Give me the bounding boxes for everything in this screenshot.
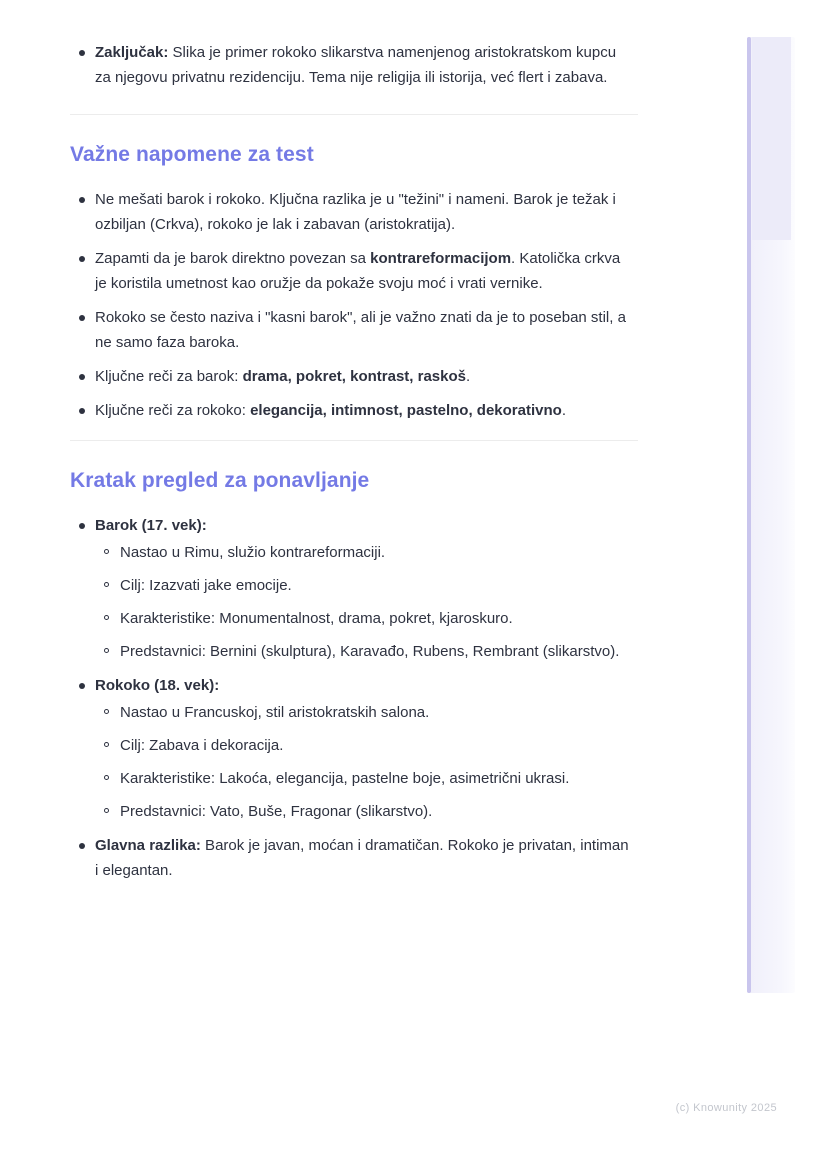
bullet-icon — [79, 408, 85, 414]
document-content — [70, 40, 638, 892]
bullet-icon — [79, 843, 85, 849]
list-item — [70, 187, 638, 237]
list-item — [70, 513, 638, 664]
sub-list-item — [95, 733, 632, 758]
bullet-icon — [79, 374, 85, 380]
summary-list — [70, 513, 638, 883]
section-divider — [70, 440, 638, 441]
intro-list — [70, 40, 638, 90]
bullet-icon — [79, 256, 85, 262]
section-heading-vazne-napomene: Važne napomene za test — [70, 143, 314, 166]
scroll-indicator-track[interactable] — [747, 37, 795, 993]
copyright-text: (c) Knowunity 2025 — [675, 1102, 777, 1114]
circle-bullet-icon — [104, 582, 109, 587]
list-item — [70, 398, 638, 423]
circle-bullet-icon — [104, 709, 109, 714]
sub-list-item — [95, 700, 632, 725]
text: Nastao u Rimu, služio kontrareformaciji. — [120, 544, 386, 561]
list-item — [70, 673, 638, 824]
text: Rokoko se često naziva i "kasni barok", ali je važno znati da je to poseban stil, a ne samo faza baroka. — [95, 309, 626, 351]
list-item — [70, 246, 638, 296]
text: Zapamti da je barok direktno povezan sa — [95, 250, 371, 267]
sub-list — [95, 700, 632, 824]
text: . Katolička crkva je koristila umetnost kao oružje da pokaže svoju moć i vrati vernike. — [95, 250, 621, 292]
bold-text: Glavna razlika: — [95, 837, 201, 854]
bold-text: kontrareformacijom — [370, 250, 512, 267]
text: Predstavnici: Vato, Buše, Fragonar (slikarstvo). — [120, 803, 433, 820]
text: . — [561, 402, 566, 419]
sub-list-item — [95, 540, 632, 565]
bold-text: Barok (17. vek): — [95, 517, 207, 534]
list-item — [70, 40, 638, 90]
bold-text: elegancija, intimnost, pastelno, dekorativno — [250, 402, 562, 419]
list-item — [70, 364, 638, 389]
sub-list-item — [95, 573, 632, 598]
bullet-icon — [79, 315, 85, 321]
scroll-indicator-rail[interactable] — [747, 37, 751, 993]
text: Barok je javan, moćan i dramatičan. Rokoko je privatan, intiman i elegantan. — [95, 837, 629, 879]
bold-text: drama, pokret, kontrast, raskoš — [242, 368, 466, 385]
text: . — [466, 368, 471, 385]
text: Predstavnici: Bernini (skulptura), Karavađo, Rubens, Rembrant (slikarstvo). — [120, 643, 620, 660]
sub-list-item — [95, 606, 632, 631]
text: Cilj: Izazvati jake emocije. — [120, 577, 292, 594]
text: Karakteristike: Monumentalnost, drama, pokret, kjaroskuro. — [120, 610, 513, 627]
bullet-icon — [79, 50, 85, 56]
text: Ključne reči za barok: — [95, 368, 243, 385]
list-item — [70, 305, 638, 355]
circle-bullet-icon — [104, 615, 109, 620]
circle-bullet-icon — [104, 648, 109, 653]
bold-text: Rokoko (18. vek): — [95, 677, 220, 694]
sub-list-item — [95, 799, 632, 824]
text: Ne mešati barok i rokoko. Ključna razlika je u "težini" i nameni. Barok je težak i ozbiljan (Crkva), rokoko je lak i zabavan (aristokratija). — [95, 191, 616, 233]
list-item — [70, 833, 638, 883]
notes-list — [70, 187, 638, 423]
bullet-icon — [79, 683, 85, 689]
sub-list-item — [95, 639, 632, 664]
text: Slika je primer rokoko slikarstva namenjenog aristokratskom kupcu za njegovu privatnu rezidenciju. Tema nije religija ili istorija, već flert i zabava. — [95, 44, 617, 86]
text: Nastao u Francuskoj, stil aristokratskih salona. — [120, 704, 430, 721]
text: Ključne reči za rokoko: — [95, 402, 251, 419]
bold-text: Zaključak: — [95, 44, 169, 61]
text: Cilj: Zabava i dekoracija. — [120, 737, 284, 754]
circle-bullet-icon — [104, 742, 109, 747]
section-divider — [70, 114, 638, 115]
sub-list-item — [95, 766, 632, 791]
section-heading-kratak-pregled: Kratak pregled za ponavljanje — [70, 469, 370, 492]
bullet-icon — [79, 197, 85, 203]
sub-list — [95, 540, 632, 664]
text: Karakteristike: Lakoća, elegancija, pastelne boje, asimetrični ukrasi. — [120, 770, 570, 787]
bullet-icon — [79, 523, 85, 529]
scroll-indicator-thumb[interactable] — [752, 37, 791, 240]
circle-bullet-icon — [104, 775, 109, 780]
circle-bullet-icon — [104, 549, 109, 554]
circle-bullet-icon — [104, 808, 109, 813]
